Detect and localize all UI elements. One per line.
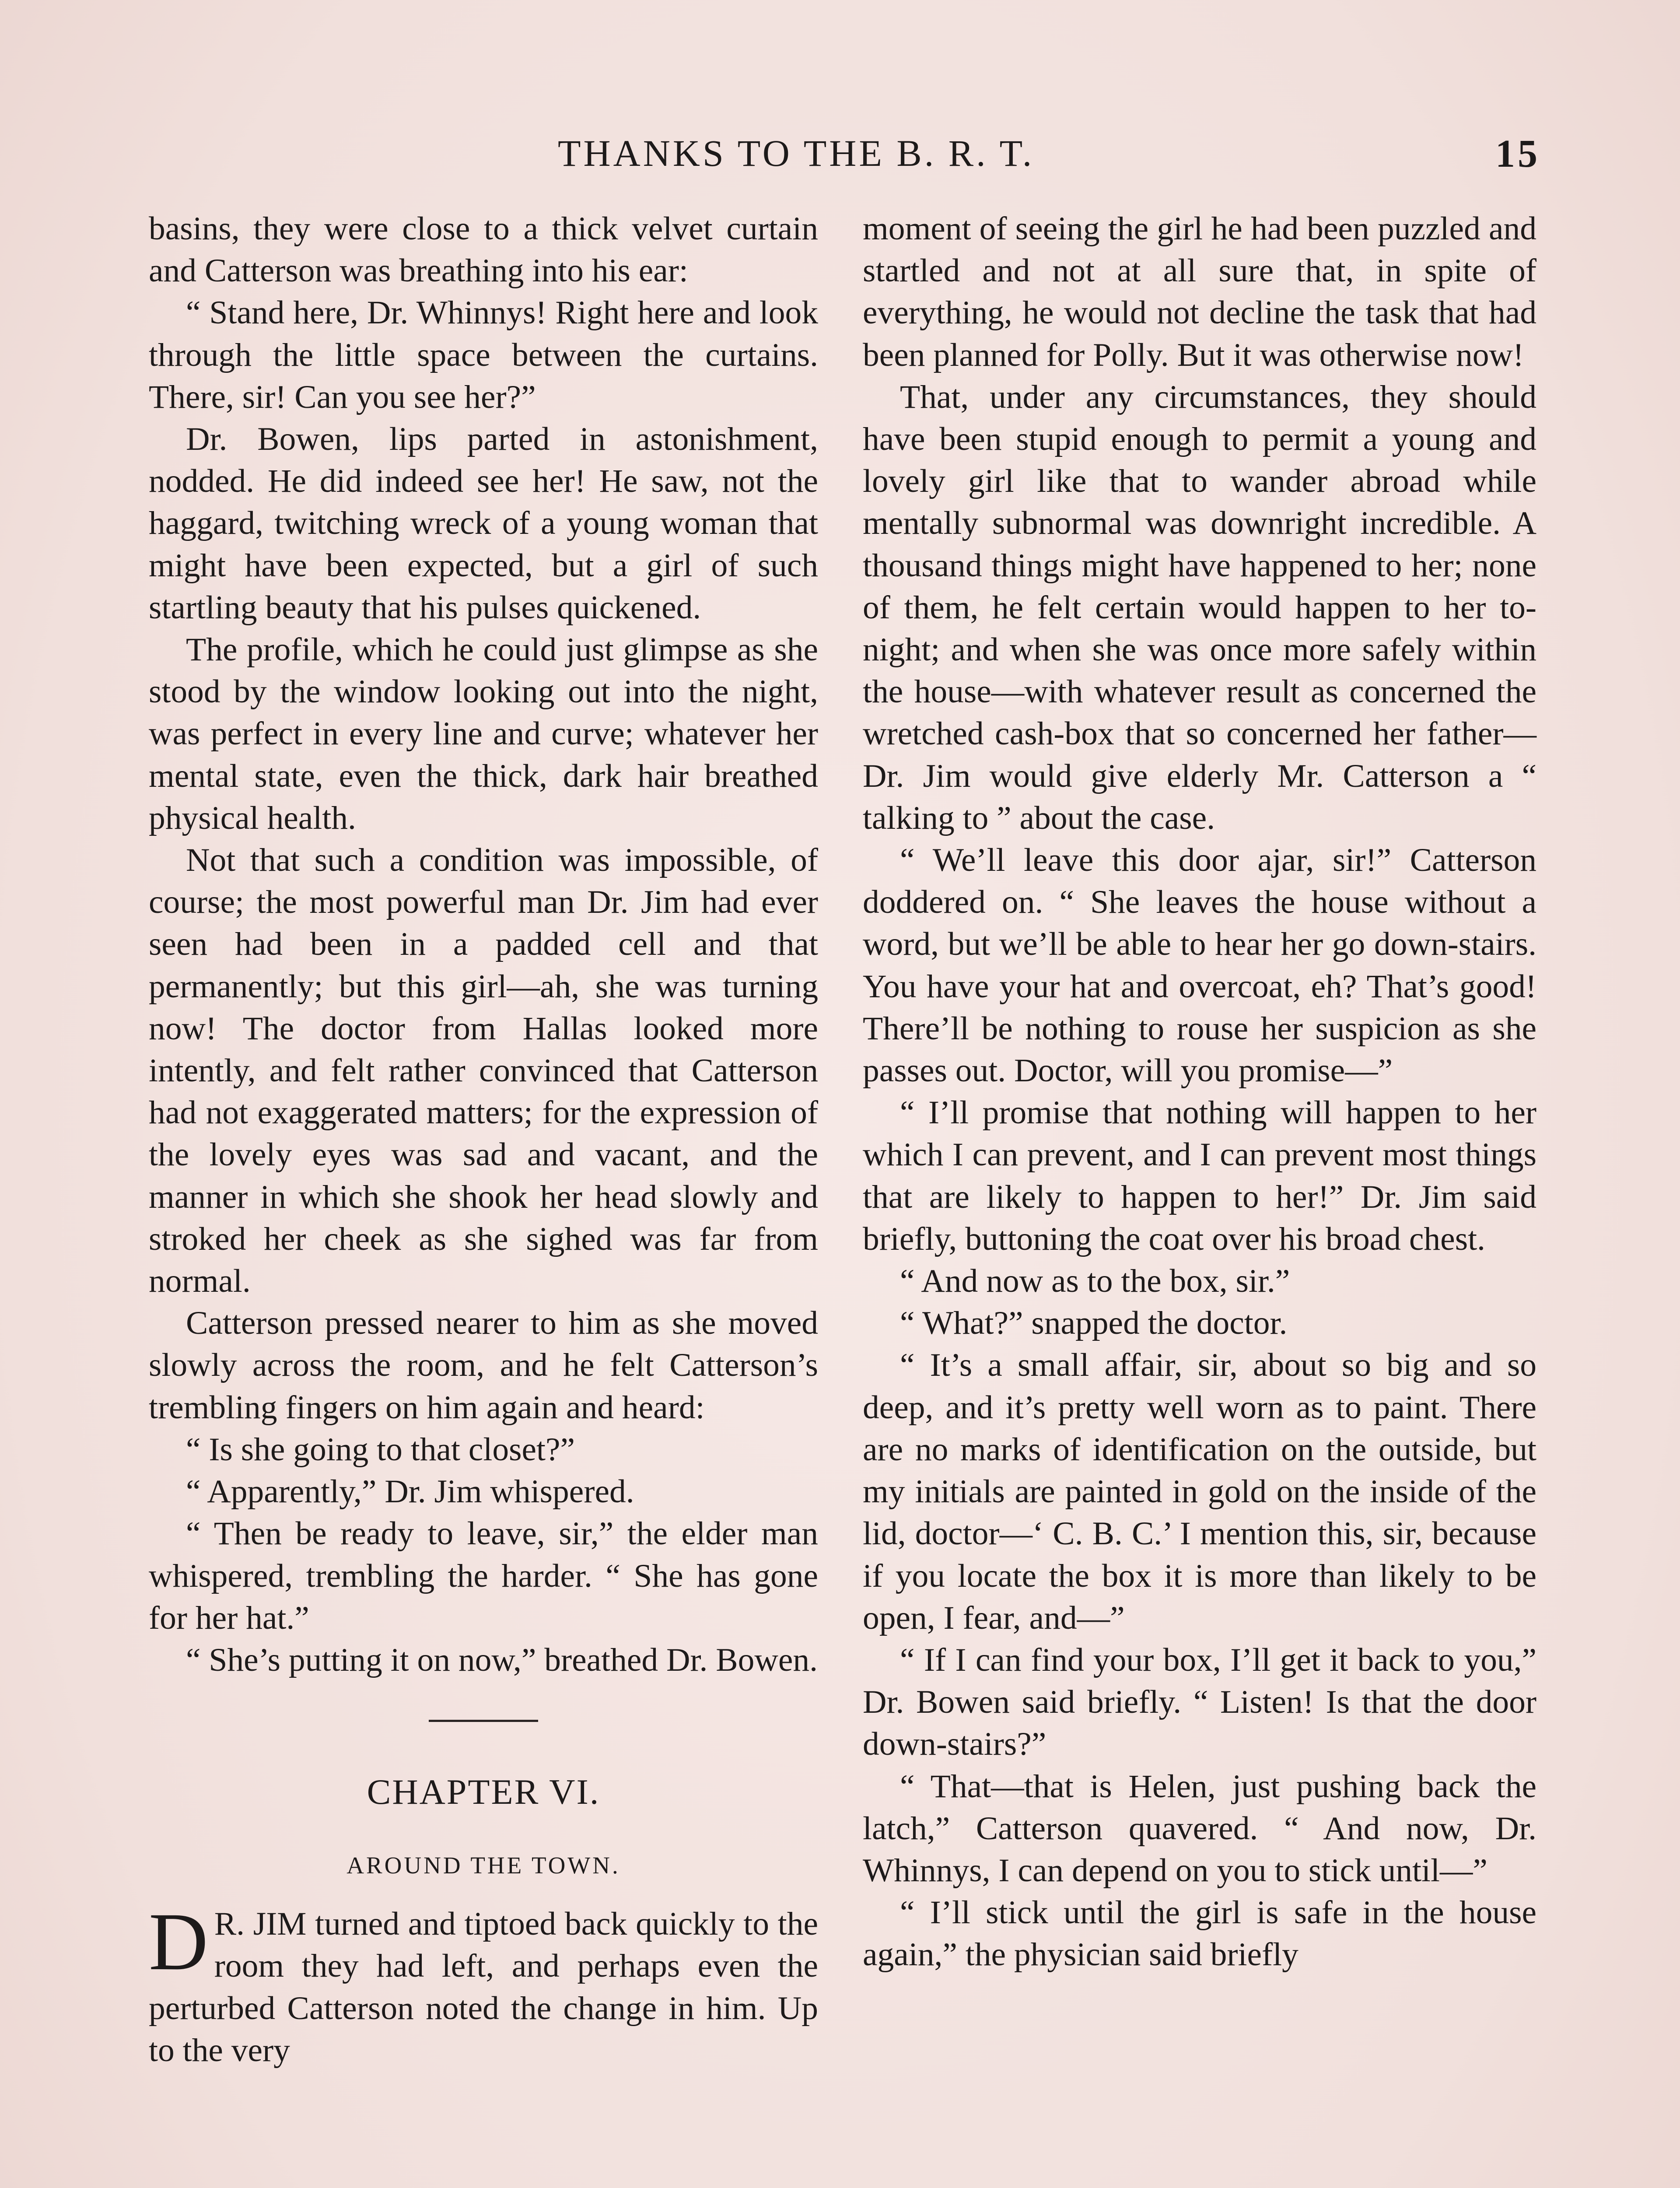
paragraph: “ If I can find your box, I’ll get it back to you,” Dr. Bowen said briefly. “ Listen! Is that the door down-stairs?”: [863, 1641, 1536, 1763]
paragraph: “ Is she going to that closet?”: [186, 1431, 575, 1468]
paragraph: basins, they were close to a thick velvet curtain and Catterson was breathing into his ear:: [149, 210, 818, 289]
drop-cap: D: [149, 1896, 208, 1988]
paragraph: “ She’s putting it on now,” breathed Dr. Bowen.: [186, 1641, 818, 1678]
paragraph: “ We’ll leave this door ajar, sir!” Catterson doddered on. “ She leaves the house without a word, but we’ll be able to hear her go down-stairs. You have your hat and overcoat, eh? That’s good! There’ll be nothing to rouse her suspicion as she passes out. Doctor, will you promise—”: [863, 842, 1536, 1089]
paragraph: “ What?” snapped the doctor.: [900, 1305, 1288, 1342]
paragraph: Not that such a condition was impossible, of course; the most powerful man Dr. Jim had ever seen had been in a padded cell and that permanently; but this girl—ah, she was turning now! The doctor from Hallas looked more intently, and felt rather convinced that Catterson had not exaggerated matters; for the expression of the lovely eyes was sad and vacant, and the manner in which she shook her head slowly and stroked her cheek as she sighed was far from normal.: [149, 842, 818, 1300]
paragraph: Catterson pressed nearer to him as she moved slowly across the room, and he felt Catterson’s trembling fingers on him again and heard:: [149, 1305, 818, 1426]
paragraph: “ I’ll promise that nothing will happen to her which I can prevent, and I can prevent most things that are likely to happen to her!” Dr. Jim said briefly, buttoning the coat over his broad chest.: [863, 1094, 1536, 1257]
chapter-subtitle: AROUND THE TOWN.: [346, 1852, 620, 1879]
right-column: [863, 208, 1536, 1976]
paragraph: “ Then be ready to leave, sir,” the elder man whispered, trembling the harder. “ She has gone for her hat.”: [149, 1515, 818, 1636]
paragraph: “ And now as to the box, sir.”: [900, 1263, 1290, 1300]
page-number: 15: [1495, 132, 1540, 175]
chapter-opening-text: R. JIM turned and tiptoed back quickly to the room they had left, and perhaps even the perturbed Catterson noted the change in him. Up to the very: [149, 1906, 818, 2069]
paragraph: That, under any circumstances, they should have been stupid enough to permit a young and lovely girl like that to wander abroad while mentally subnormal was downright incredible. A thousand things might have happened to her; none of them, he felt certain would happen to her to-night; and when she was once more safely within the house—with whatever result as concerned the wretched cash-box that so concerned her father—Dr. Jim would give elderly Mr. Catterson a “ talking to ” about the case.: [863, 379, 1536, 836]
page-header: [149, 127, 1540, 179]
paragraph: “ Apparently,” Dr. Jim whispered.: [186, 1473, 634, 1510]
paragraph: Dr. Bowen, lips parted in astonishment, nodded. He did indeed see her! He saw, not the haggard, twitching wreck of a young woman that might have been expected, but a girl of such startling beauty that his pulses quickened.: [149, 421, 818, 626]
paragraph: “ I’ll stick until the girl is safe in the house again,” the physician said briefly: [863, 1894, 1536, 1973]
right-paragraphs: [863, 208, 1536, 1976]
left-paragraphs: [149, 208, 818, 1681]
chapter-title: CHAPTER VI.: [367, 1772, 600, 1812]
paragraph: “ Stand here, Dr. Whinnys! Right here and look through the little space between the curtains. There, sir! Can you see her?”: [149, 295, 818, 415]
running-head: THANKS TO THE B. R. T.: [558, 132, 1035, 174]
section-rule: [429, 1720, 538, 1722]
paragraph: “ It’s a small affair, sir, about so big and so deep, and it’s pretty well worn as to paint. There are no marks of identification on the outside, but my initials are painted in gold on the inside of the lid, doctor—‘ C. B. C.’ I mention this, sir, because if you locate the box it is more than likely to be open, I fear, and—”: [863, 1347, 1536, 1636]
left-column: [149, 208, 818, 2072]
paragraph: moment of seeing the girl he had been puzzled and startled and not at all sure that, in spite of everything, he would not decline the task that had been planned for Polly. But it was otherwise now!: [863, 210, 1536, 373]
paragraph: The profile, which he could just glimpse as she stood by the window looking out into the night, was perfect in every line and curve; whatever her mental state, even the thick, dark hair breathed physical health.: [149, 631, 818, 836]
paragraph: “ That—that is Helen, just pushing back the latch,” Catterson quavered. “ And now, Dr. Whinnys, I can depend on you to stick until—”: [863, 1768, 1536, 1889]
chapter-opening-paragraph: [149, 1896, 818, 2072]
